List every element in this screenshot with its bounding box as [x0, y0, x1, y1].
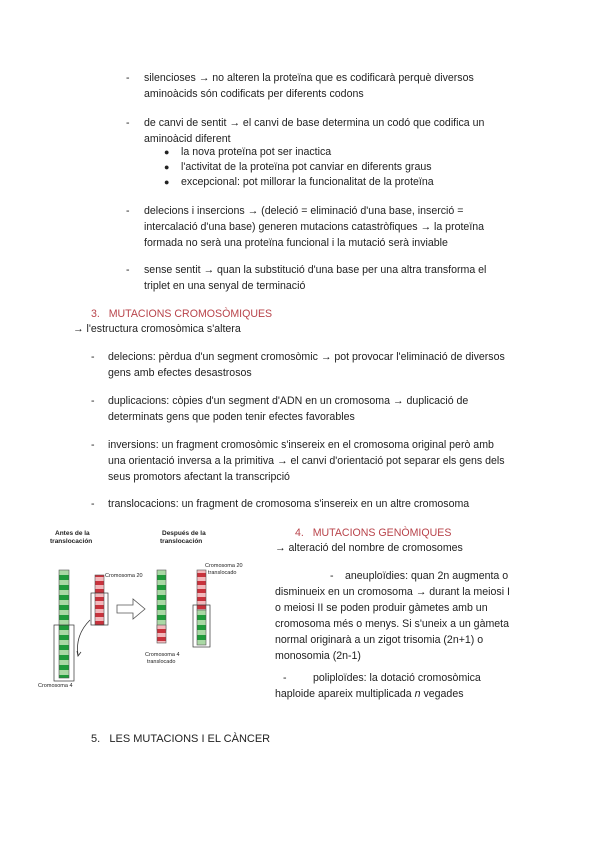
translocation-figure	[30, 525, 270, 695]
sub-bullet-item: l'activitat de la proteïna pot canviar en diferents graus	[181, 161, 432, 173]
chr20-translocated-label-1: Cromosoma 20	[205, 563, 243, 569]
chromosome-4-translocated	[157, 570, 166, 630]
list-dash: -	[91, 395, 95, 407]
section-3-intro: → l'estructura cromosòmica s'altera	[73, 323, 241, 335]
list-dash: -	[126, 117, 130, 129]
chr20-green-segment	[197, 610, 206, 645]
chromosome-4	[59, 570, 69, 678]
list-item-delecions: delecions: pèrdua d'un segment cromosòmic → pot provocar l'eliminació de diversos gens amb efectes desastrosos	[108, 351, 505, 379]
chr20-translocated-label-2: translocado	[208, 570, 237, 576]
chr4-translocated-label-1: Cromosoma 4	[145, 652, 180, 658]
chr20-label: Cromosoma 20	[105, 573, 143, 579]
chromosome-20-translocated	[197, 570, 206, 610]
aneuploidies-paragraph: aneuploïdies: quan 2n augmenta o disminueix en un cromosoma → durant la meiosi I o meiosi II se poden produir gàmetes amb un cromosoma més o menys. Si s'uneix a un gàmeta normal originarà a un zigot trisomia (2n+1) o monosomia (2n-1)	[275, 570, 510, 662]
right-arrow-icon	[117, 599, 145, 619]
section-4-heading: 4. MUTACIONS GENÒMIQUES	[295, 527, 452, 539]
chr4-red-segment	[157, 625, 166, 643]
list-dash: -	[91, 351, 95, 363]
list-dash: -	[126, 72, 130, 84]
list-item-inversions: inversions: un fragment cromosòmic s'insereix en el cromosoma original però amb una orientació inversa a la primitiva → el canvi d'orientació pot separar els gens dels seus promotors afectant la transcripció	[108, 439, 505, 483]
list-dash: -	[126, 264, 130, 276]
bullet: ●	[164, 147, 170, 157]
chromosome-20	[95, 575, 104, 625]
sub-bullet-item: excepcional: pot millorar la funcionalitat de la proteïna	[181, 176, 434, 188]
poliploidies-paragraph: poliploïdes: la dotació cromosòmica haploide apareix multiplicada n vegades	[275, 672, 481, 700]
chr4-translocated-label-2: translocado	[147, 659, 176, 665]
list-item-sense-sentit: sense sentit → quan la substitució d'una base per una altra transforma el triplet en una senyal de terminació	[144, 264, 487, 292]
list-dash: -	[91, 439, 95, 451]
list-dash: -	[91, 498, 95, 510]
after-label-line2: translocación	[160, 538, 203, 545]
bullet: ●	[164, 162, 170, 172]
section-3-heading: 3. MUTACIONS CROMOSÒMIQUES	[91, 308, 273, 320]
list-item-duplicacions: duplicacions: còpies d'un segment d'ADN en un cromosoma → duplicació de determinats gens que poden tenir efectes favorables	[108, 395, 469, 423]
section-4-intro: → alteració del nombre de cromosomes	[275, 542, 463, 554]
before-label-line1: Antes de la	[55, 530, 90, 537]
list-dash: -	[330, 570, 334, 582]
list-dash: -	[283, 672, 287, 684]
list-item-delecions-insercions: delecions i insercions → (deleció = eliminació d'una base, inserció = intercalació d'una base) generen mutacions catastròfiques → la proteïna formada no serà una proteïna funcional i la mutació serà inviable	[144, 205, 485, 249]
before-label-line2: translocación	[50, 538, 93, 545]
list-dash: -	[126, 205, 130, 217]
chr4-label: Cromosoma 4	[38, 683, 73, 689]
list-item-silencioses: silencioses → no alteren la proteïna que es codificarà perquè diversos aminoàcids són codificats per diferents codons	[144, 72, 474, 100]
list-item-translocacions: translocacions: un fragment de cromosoma s'insereix en un altre cromosoma	[108, 498, 470, 510]
list-item-canvi-sentit: de canvi de sentit → el canvi de base determina un codó que codifica un aminoàcid diferent	[144, 117, 485, 145]
sub-bullet-item: la nova proteïna pot ser inactica	[181, 146, 332, 158]
exchange-arrow-icon	[78, 620, 91, 655]
bullet: ●	[164, 177, 170, 187]
after-label-line1: Después de la	[162, 530, 206, 537]
section-5-heading: 5. LES MUTACIONS I EL CÀNCER	[91, 733, 271, 745]
